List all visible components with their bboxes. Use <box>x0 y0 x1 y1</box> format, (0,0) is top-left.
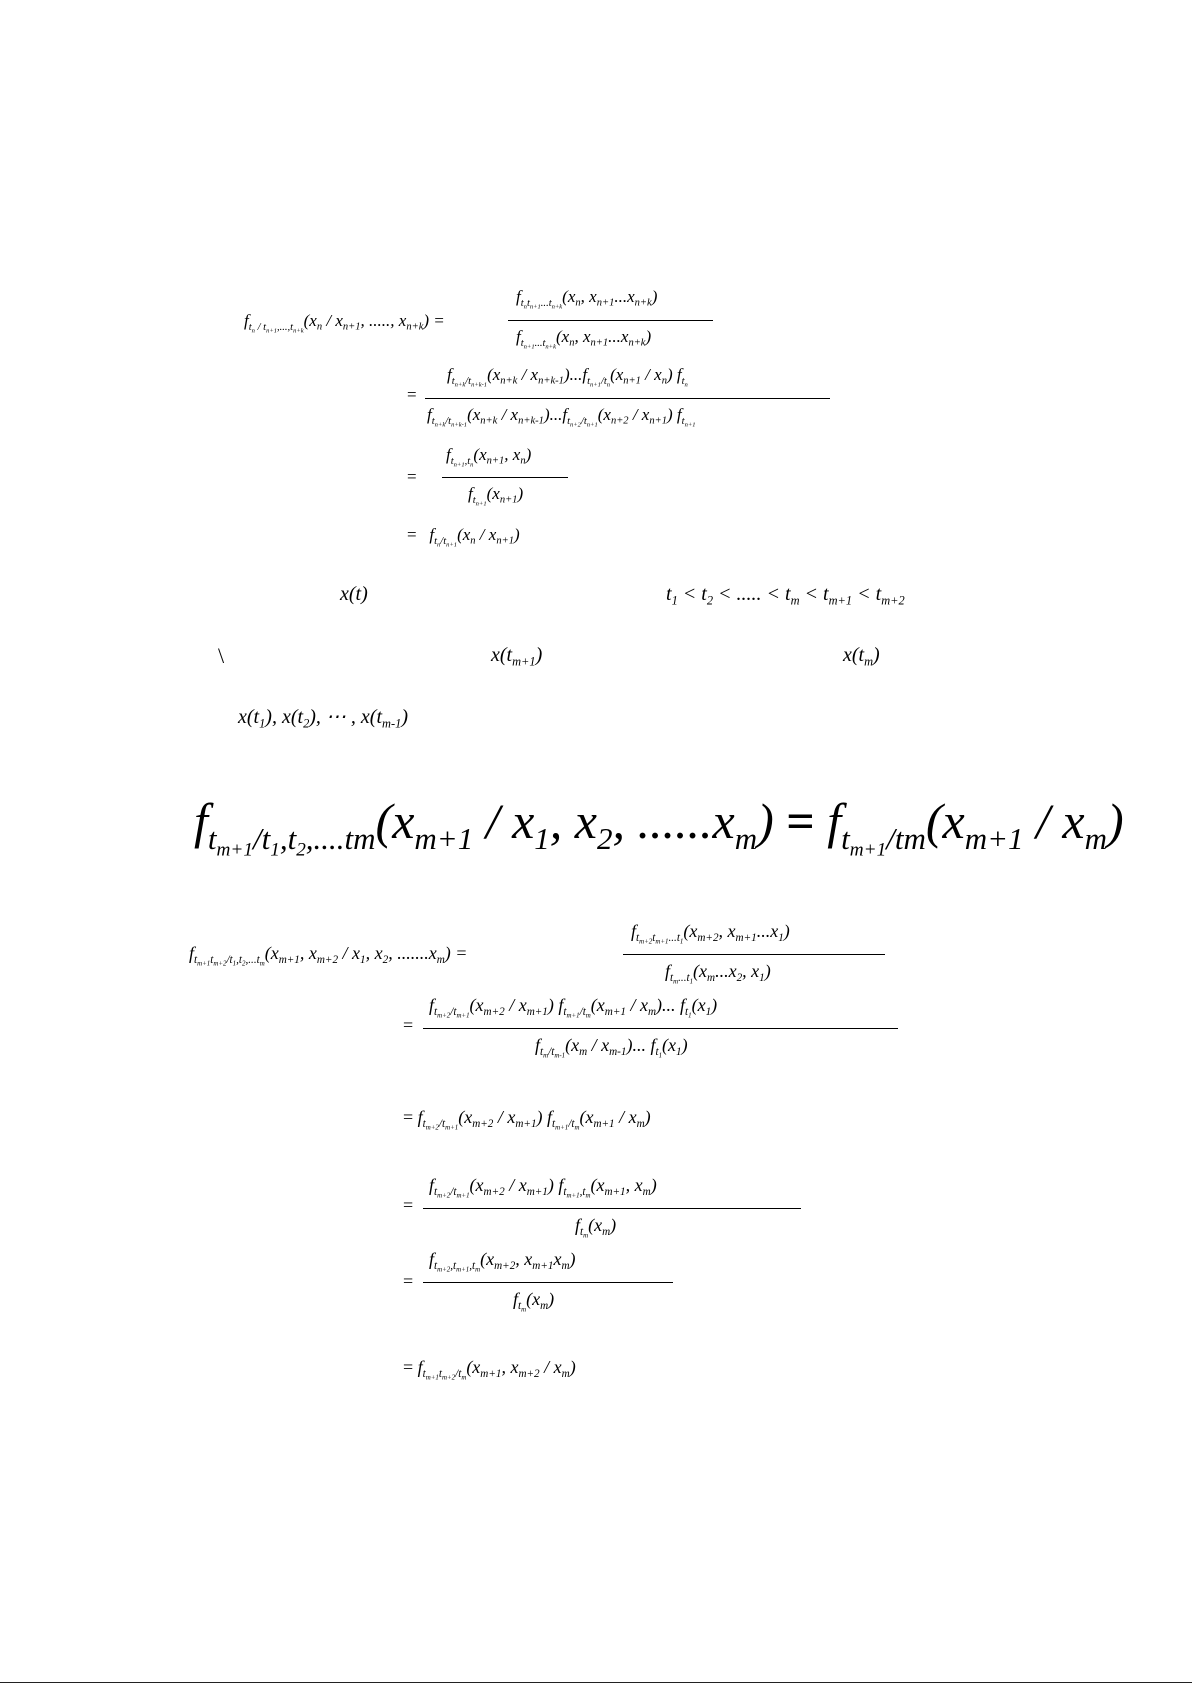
inline-x-t: x(t) <box>340 583 368 605</box>
inline-past-values: $x(t_1)$, $x(t_2)$, ⋯ , $x(t_{m-1})$ <box>238 706 408 731</box>
eq1-line1-fraction: $f_{t_nt_{n+1}...t_{n+k}}(x_n$, $x_{n+1}...x_{n+k}$) $f_{t_{n+1}...t_{n+k}}(x_n$, $x_{n+1}...x_{n+k}$) <box>508 288 713 354</box>
inline-time-order: $t_1 < t_2$ < ..... < $t_m < t_{m+1} < t_{m+2}$ <box>666 583 905 608</box>
page-bottom-rule <box>0 1682 1192 1683</box>
eq1-line4: = $f_{t_n/t_{n+1}}(x_n / x_{n+1})$ <box>407 525 520 548</box>
eq1-line3-fraction: $f_{t_{n+1},t_n}(x_{n+1}$, $x_n$) $f_{t_{n+1}}(x_{n+1})$ <box>442 446 568 510</box>
eq3-line2-fraction: $f_{t_{m+2}/t_{m+1}}(x_{m+2} / x_{m+1})$ $f_{t_{m+1}/t_m}(x_{m+1} / x_m)$... $f_{t_1}(x_1)$ $f_{t_m/t_{m-1}}(x_m / x_{m-1})$... $f_{t_1}(x_1)$ <box>423 996 898 1062</box>
eq3-equals-2: = <box>403 1015 414 1035</box>
eq1-line2-fraction: $f_{t_{n+k}/t_{n+k-1}}(x_{n+k} / x_{n+k-1})...f_{t_{n+1}/t_n}(x_{n+1} / x_n)$ $f_{t_n}$ $f_{t_{n+k}/t_{n+k-1}}(x_{n+k} / x_{n+k-1})...f_{t_{n+2}/t_{n+1}}(x_{n+2} / x_{n+1})$ $f_{t_{n+1}}$ <box>425 366 830 432</box>
eq3-line1-fraction: $f_{t_{m+2}t_{m+1}...t_1}(x_{m+2}$, $x_{m+1}...x_1$) $f_{t_m...t_1}(x_m...x_2$, $x_1$) <box>623 922 885 988</box>
eq1-lhs: $f_{t_n / t_{n+1},...,t_{n+k}}(x_n / x_{n+1}$, ....., $x_{n+k}$) = <box>244 311 445 334</box>
eq3-equals-4: = <box>403 1195 414 1215</box>
eq1-equals-2: = <box>407 385 417 404</box>
eq3-line6: = $f_{t_{m+1}t_{m+2}/t_m}(x_{m+1}$, $x_{m+2} / x_m$) <box>403 1357 576 1382</box>
inline-x-tm1: $x(t_{m+1})$ <box>491 644 543 669</box>
eq1-equals-3: = <box>407 467 417 486</box>
backslash-mark: \ <box>218 643 225 668</box>
eq3-line4-fraction: $f_{t_{m+2}/t_{m+1}}(x_{m+2} / x_{m+1})$ $f_{t_{m+1},t_m}(x_{m+1}$, $x_m$) $f_{t_m}(x_m)$ <box>423 1176 801 1242</box>
eq3-line3: = $f_{t_{m+2}/t_{m+1}}(x_{m+2} / x_{m+1})$ $f_{t_{m+1}/t_m}(x_{m+1} / x_m)$ <box>403 1107 651 1132</box>
eq3-lhs: $f_{t_{m+1}t_{m+2}/t_1,t_2,...t_m}(x_{m+1}$, $x_{m+2} / x_1$, $x_2$, $.......x_m$) = <box>189 943 468 968</box>
eq3-equals-5: = <box>403 1271 414 1291</box>
inline-x-tm: $x(t_m)$ <box>843 644 880 669</box>
eq3-line5-fraction: $f_{t_{m+2},t_{m+1},t_m}(x_{m+2}$, $x_{m+1}x_m$) $f_{t_m}(x_m)$ <box>423 1250 673 1316</box>
equation-2-markov: $f_{t_{m+1}/t_1,t_2,....tm}(x_{m+1} / x_1$, $x_2$, $......x_m) = f_{t_{m+1}/tm}(x_{m+1} / x_m)$ <box>194 793 1124 861</box>
